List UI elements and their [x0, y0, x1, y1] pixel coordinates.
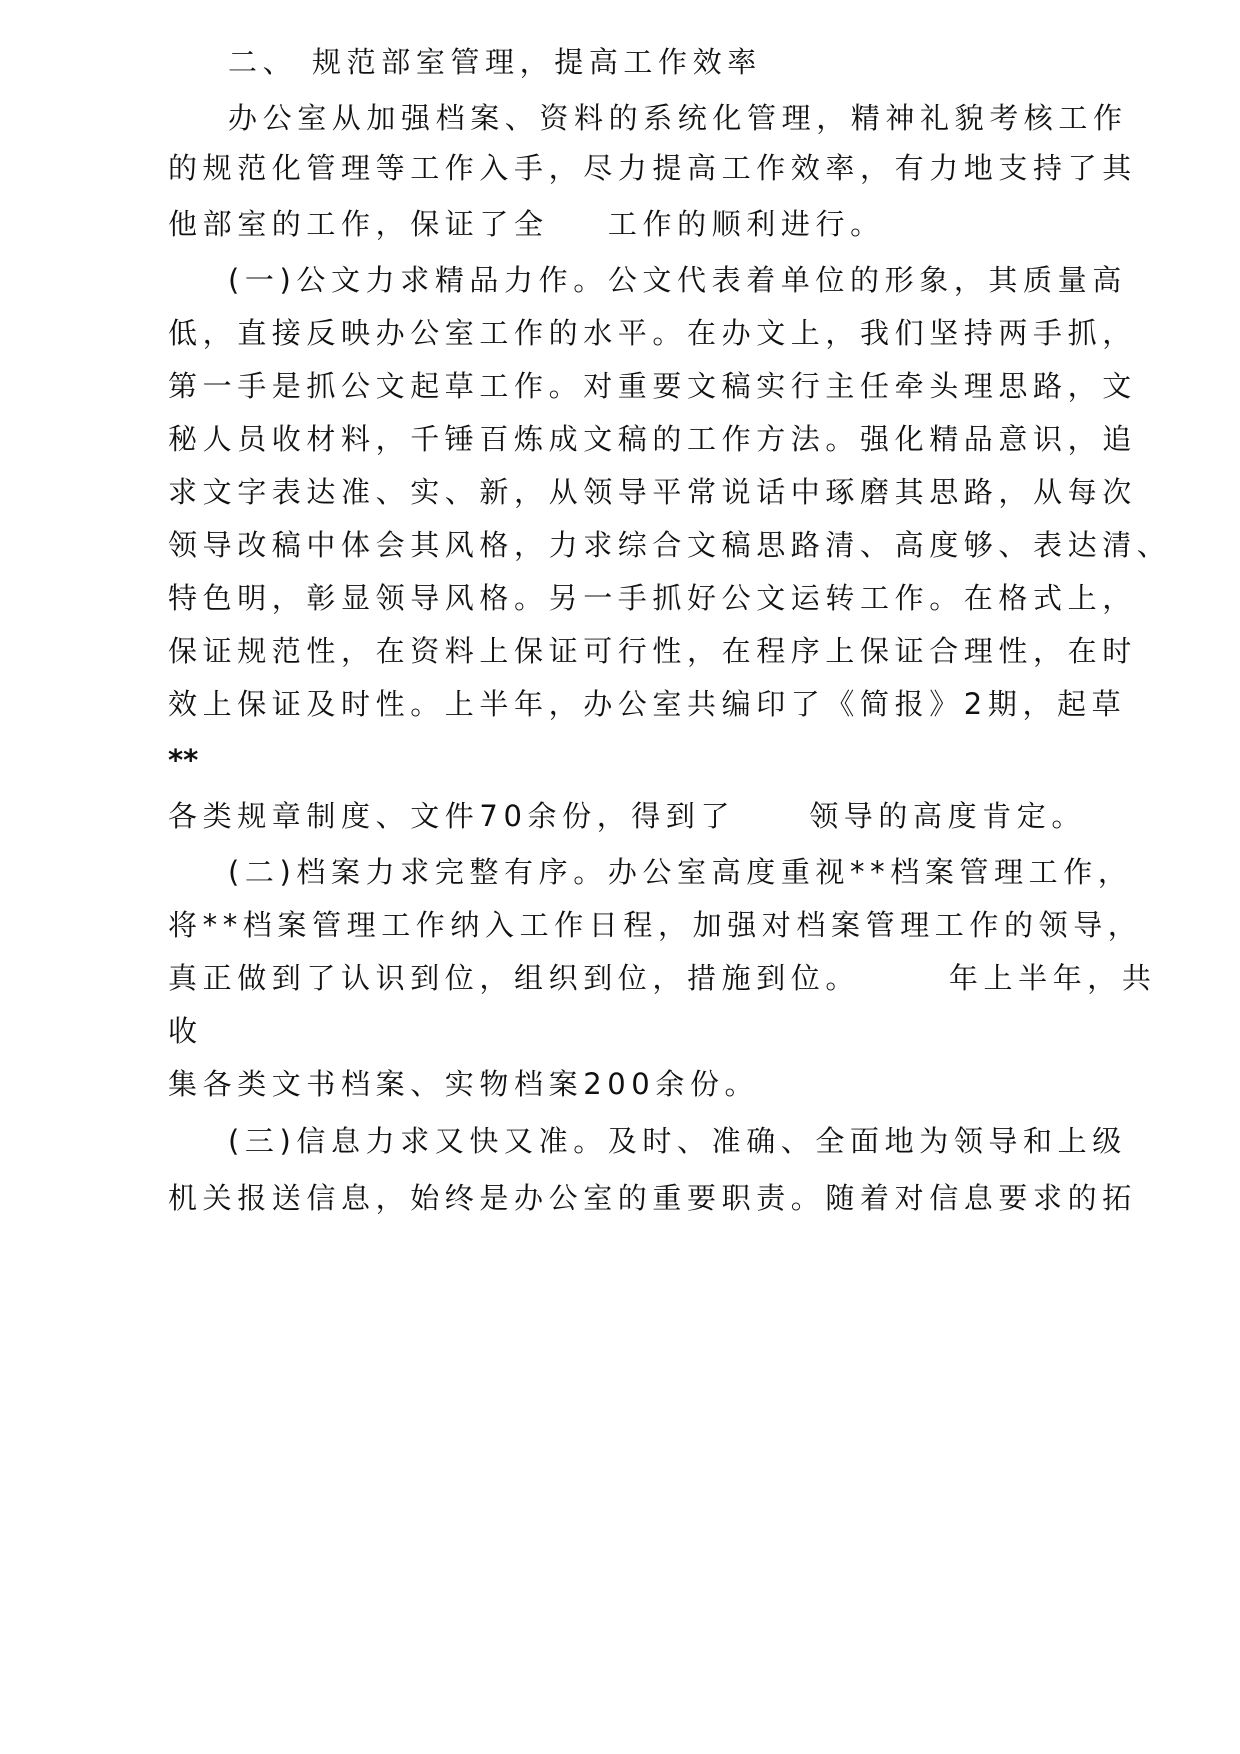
- paragraph-line: 秘人员收材料，千锤百炼成文稿的工作方法。强化精品意识，追: [168, 422, 1137, 456]
- paragraph-line: 集各类文书档案、实物档案200余份。: [168, 1067, 760, 1101]
- paragraph-line: 各类规章制度、文件70余份，得到了 领导的高度肯定。: [168, 799, 1086, 833]
- paragraph-line: 第一手是抓公文起草工作。对重要文稿实行主任牵头理思路，文: [168, 369, 1137, 403]
- paragraph-line: (三)信息力求又快又准。及时、准确、全面地为领导和上级: [228, 1124, 1127, 1158]
- paragraph-line: 将**档案管理工作纳入工作日程，加强对档案管理工作的领导，: [168, 908, 1143, 942]
- paragraph-line: 机关报送信息，始终是办公室的重要职责。随着对信息要求的拓: [168, 1181, 1137, 1215]
- section-heading: 二、 规范部室管理，提高工作效率: [228, 45, 762, 79]
- paragraph-line: 保证规范性，在资料上保证可行性，在程序上保证合理性，在时: [168, 634, 1137, 668]
- paragraph-line: 办公室从加强档案、资料的系统化管理，精神礼貌考核工作: [228, 101, 1128, 135]
- paragraph-line: (二)档案力求完整有序。办公室高度重视**档案管理工作，: [228, 855, 1133, 889]
- paragraph-line: 特色明，彰显领导风格。另一手抓好公文运转工作。在格式上，: [168, 581, 1137, 615]
- paragraph-line: 真正做到了认识到位，组织到位，措施到位。 年上半年，共: [168, 961, 1157, 995]
- paragraph-line: 的规范化管理等工作入手，尽力提高工作效率，有力地支持了其: [168, 151, 1137, 185]
- paragraph-line: 求文字表达准、实、新，从领导平常说话中琢磨其思路，从每次: [168, 475, 1137, 509]
- paragraph-line: 效上保证及时性。上半年，办公室共编印了《简报》2期，起草: [168, 687, 1127, 721]
- paragraph-line: 领导改稿中体会其风格，力求综合文稿思路清、高度够、表达清、: [168, 528, 1172, 562]
- paragraph-line: 他部室的工作，保证了全 工作的顺利进行。: [168, 207, 885, 241]
- paragraph-line: (一)公文力求精品力作。公文代表着单位的形象，其质量高: [228, 263, 1127, 297]
- paragraph-line: 收: [168, 1014, 203, 1048]
- redaction-mark: **: [168, 743, 199, 777]
- paragraph-line: 低，直接反映办公室工作的水平。在办文上，我们坚持两手抓，: [168, 316, 1137, 350]
